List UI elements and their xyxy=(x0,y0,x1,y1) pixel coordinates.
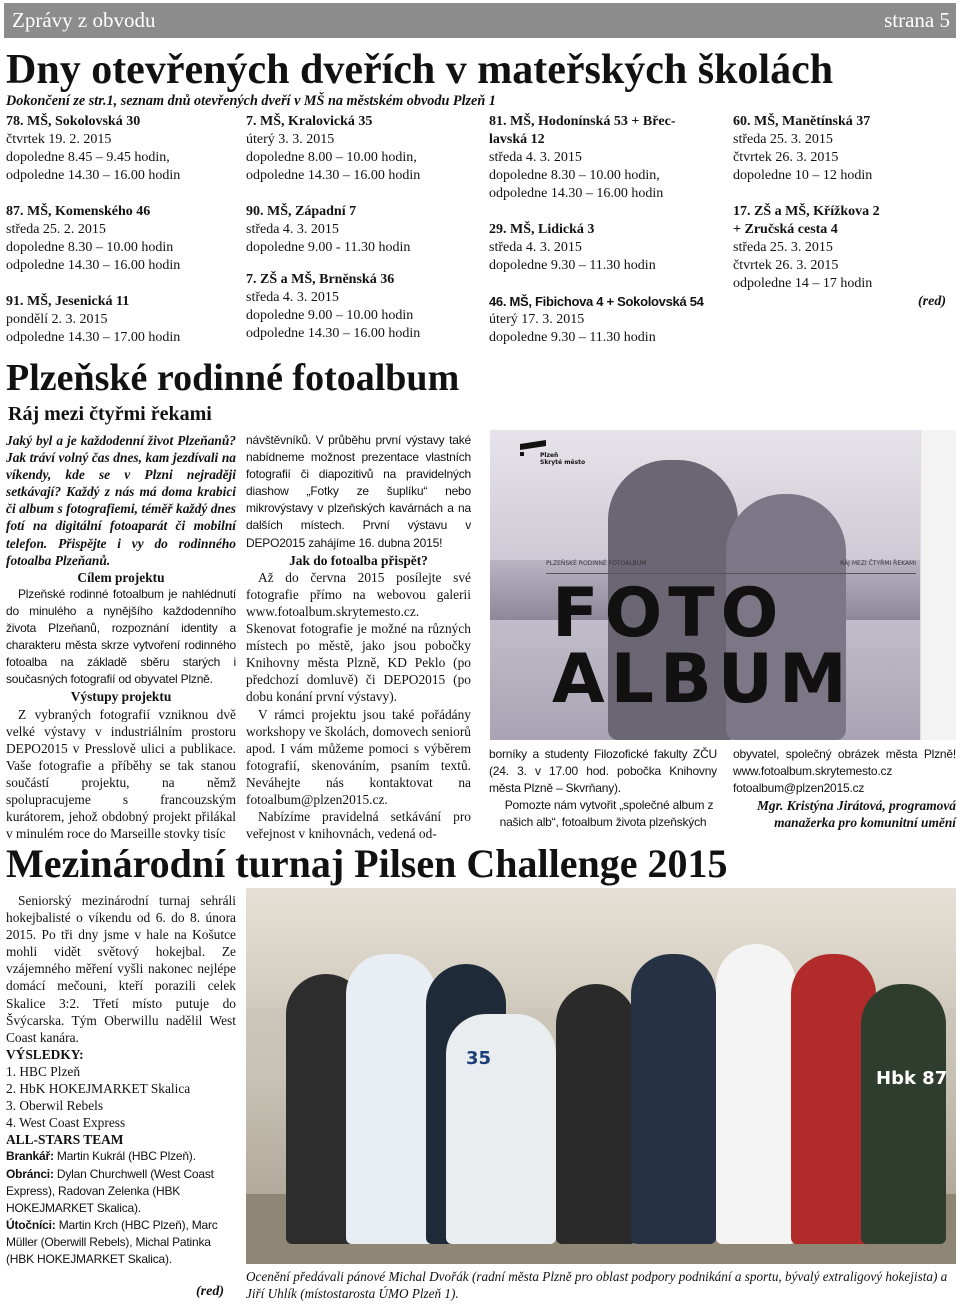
author-signature: (red) xyxy=(918,294,946,309)
school-list-col3 xyxy=(489,113,729,365)
school-line: středa 25. 3. 2015 xyxy=(733,132,833,147)
result-item: 2. HbK HOKEJMARKET Skalica xyxy=(6,1081,191,1097)
album-column-1 xyxy=(6,432,236,842)
school-name: 90. MŠ, Západní 7 xyxy=(246,204,357,219)
school-line: dopoledne 8.45 – 9.45 hodin, xyxy=(6,150,170,165)
paragraph: Nabízíme pravidelná setkávání pro veřejnost v knihovnách, vedená od- xyxy=(246,809,471,842)
paragraph: Plzeňské rodinné fotoalbum je nahlédnutí do minulého a nynějšího každodenního života Plzeňanů, rozpoznání identity a charakteru města skrze vytvoření rodinného fotoalba na základě sběru starých i současných fotografií od obyvatel Plzně. xyxy=(6,586,236,687)
school-line: odpoledne 14.30 – 16.00 hodin xyxy=(246,326,421,341)
goalie-figure xyxy=(446,1014,556,1244)
person-figure xyxy=(861,984,946,1244)
school-name: 7. ZŠ a MŠ, Brněnská 36 xyxy=(246,272,395,287)
role-value: Dylan Churchwell (West Coast Express), Radovan Zelenka (HBK HOKEJMARKET Skalica). xyxy=(6,1166,214,1215)
school-line: odpoledne 14.30 – 16.00 hodin xyxy=(6,258,181,273)
paragraph: borníky a studenty Filozofické fakulty ZČU (24. 3. v 17.00 hod. pobočka Knihovny města Plzně – Skvrňany). xyxy=(489,747,717,796)
section-header-bar xyxy=(4,3,956,38)
album-column-4 xyxy=(733,746,956,831)
school-line: středa 4. 3. 2015 xyxy=(246,290,339,305)
school-entry xyxy=(246,203,482,257)
article-continuation-note: Dokončení ze str.1, seznam dnů otevřených dveří v MŠ na městském obvodu Plzeň 1 xyxy=(6,93,496,109)
school-line: dopoledne 8.30 – 10.00 hodin xyxy=(6,240,174,255)
page-number: strana 5 xyxy=(884,8,950,32)
role-value: Martin Krch (HBC Plzeň), Marc Müller (Oberwill Rebels), Michal Patinka (HBK HOKEJMARKET Skalica). xyxy=(6,1217,218,1266)
school-name-cont: lavská 12 xyxy=(489,132,545,147)
author-signature: (red) xyxy=(196,1284,224,1299)
school-line: dopoledne 10 – 12 hodin xyxy=(733,168,873,183)
result-item: 4. West Coast Express xyxy=(6,1115,126,1131)
section-heading: Cílem projektu xyxy=(77,569,165,585)
allstars-defense xyxy=(6,1166,236,1217)
school-line: dopoledne 9.00 – 10.00 hodin xyxy=(246,308,414,323)
school-name: 17. ZŠ a MŠ, Křížkova 2 xyxy=(733,204,880,219)
results-heading: VÝSLEDKY: xyxy=(6,1046,84,1062)
school-list-col1 xyxy=(6,113,236,365)
school-line: dopoledne 8.30 – 10.00 hodin, xyxy=(489,168,660,183)
result-item: 3. Oberwil Rebels xyxy=(6,1098,104,1114)
paragraph: obyvatel, společný obrázek města Plzně! www.fotoalbum.skrytemesto.cz fotoalbum@plzen2015.cz xyxy=(733,747,956,796)
school-line: čtvrtek 26. 3. 2015 xyxy=(733,258,839,273)
person-figure xyxy=(346,954,436,1244)
person-figure xyxy=(556,984,636,1244)
allstars-goalie xyxy=(6,1148,236,1165)
jersey-number: Hbk 87 xyxy=(876,1068,948,1089)
poster-logo-line: Skryté město xyxy=(540,459,586,466)
school-entry xyxy=(489,113,729,203)
school-line: dopoledne 9.30 – 11.30 hodin xyxy=(489,258,656,273)
school-list-col2 xyxy=(246,113,482,361)
team-award-photo xyxy=(246,888,956,1264)
section-name: Zprávy z obvodu xyxy=(12,8,156,32)
school-name: 60. MŠ, Manětínská 37 xyxy=(733,114,871,129)
person-figure xyxy=(716,944,796,1244)
result-item: 1. HBC Plzeň xyxy=(6,1063,81,1079)
school-entry xyxy=(6,293,236,347)
poster-logo-line: Plzeň xyxy=(540,452,559,459)
school-line: odpoledne 14 – 17 hodin xyxy=(733,276,873,291)
school-line: čtvrtek 19. 2. 2015 xyxy=(6,132,112,147)
school-line: středa 4. 3. 2015 xyxy=(246,222,339,237)
photo-album-poster-image xyxy=(490,430,956,740)
role-label: Obránci: xyxy=(6,1166,54,1181)
article-title-tournament: Mezinárodní turnaj Pilsen Challenge 2015 xyxy=(6,841,728,886)
school-line: odpoledne 14.30 – 16.00 hodin xyxy=(6,168,181,183)
paragraph: V rámci projektu jsou také pořádány workshopy ve školách, domovech seniorů apod. I vám můžeme pomoci s výběrem fotografií, skenováním, psaním textů. Neváhejte nás kontaktovat na fotoalbum@plzen2015.cz. xyxy=(246,706,471,807)
school-line: úterý 17. 3. 2015 xyxy=(489,312,585,327)
school-line: středa 25. 2. 2015 xyxy=(6,222,106,237)
school-entry xyxy=(246,271,482,343)
author-signature: Mgr. Kristýna Jirátová, programová manažerka pro komunitní umění xyxy=(756,798,956,831)
school-entry xyxy=(6,203,236,275)
school-name: 29. MŠ, Lidická 3 xyxy=(489,222,595,237)
album-column-3 xyxy=(489,746,717,831)
article-title-open-days: Dny otevřených dveřích v mateřských školách xyxy=(6,47,834,93)
school-line: pondělí 2. 3. 2015 xyxy=(6,312,108,327)
school-entry xyxy=(246,113,482,185)
school-list-col4 xyxy=(733,113,955,311)
role-label: Útočníci: xyxy=(6,1217,56,1232)
school-name-cont: + Zručská cesta 4 xyxy=(733,222,838,237)
school-line: středa 4. 3. 2015 xyxy=(489,150,582,165)
jersey-number: 35 xyxy=(466,1048,492,1069)
album-column-2 xyxy=(246,432,471,842)
person-figure xyxy=(631,954,716,1244)
section-heading: Výstupy projektu xyxy=(70,689,172,705)
school-entry xyxy=(6,113,236,185)
role-label: Brankář: xyxy=(6,1149,54,1164)
article-subtitle: Ráj mezi čtyřmi řekami xyxy=(8,403,212,425)
school-name: 78. MŠ, Sokolovská 30 xyxy=(6,114,141,129)
poster-band-left: PLZEŇSKÉ RODINNÉ FOTOALBUM xyxy=(546,560,647,567)
school-line: úterý 3. 3. 2015 xyxy=(246,132,335,147)
poster-band-text xyxy=(546,560,916,567)
role-value: Martin Kukrál (HBC Plzeň). xyxy=(56,1149,196,1164)
poster-word-album: ALBUM xyxy=(552,640,853,719)
school-line: středa 25. 3. 2015 xyxy=(733,240,833,255)
school-line: dopoledne 9.30 – 11.30 hodin xyxy=(489,330,656,345)
paragraph: Až do června 2015 posílejte své fotografie přímo na webovou galerii www.fotoalbum.skrytemesto.cz. Skenovat fotografie je možné na různých místech po městě, jako jsou pobočky Knihovny města Plzně, KD Peklo (po předchozí domluvě) či DEPO2015 (po dobu konání první výstavy). xyxy=(246,569,471,705)
school-line: dopoledne 8.00 – 10.00 hodin, xyxy=(246,150,417,165)
paragraph: návštěvníků. V průběhu první výstavy také nabídneme možnost prezentace vlastních fotografií či diapozitivů na pravidelných diashow „Fotky ze šuplíku“ nebo mikrovýstavy v plzeňských kavárnách a na dalších místech. První výstavu v DEPO2015 zahájíme 16. dubna 2015! xyxy=(246,433,471,550)
school-entry xyxy=(733,203,955,293)
paragraph: Pomozte nám vytvořit „společné album z našich alb“, fotoalbum života plzeňských xyxy=(499,798,714,830)
tournament-column xyxy=(6,892,236,1268)
paragraph: Seniorský mezinárodní turnaj sehráli hokejbalisté o víkendu od 6. do 8. února 2015. Po tři dny jsme v hale na Košutce mohli vidět světový hokejbal. Ze vzájemného měření vyšli nakonec nejlépe domácí mečouni, kteří porazili celek Skalice 3:2. Třetí místo putuje do Švýcarska. Tým Oberwillu nadělil West Coast kanára. xyxy=(6,893,236,1045)
school-line: středa 4. 3. 2015 xyxy=(489,240,582,255)
article-lead: Jaký byl a je každodenní život Plzeňanů? Jak tráví volný čas dnes, kam jezdívali na víkendy, kde se v Plzni nejraději setkávají? Každý z nás má doma krabici či album s fotografiemi, téměř každý dnes fotí na digitální fotoaparát či mobilní telefon. Přispějte i vy do rodinného fotoalba Plzeňanů. xyxy=(6,433,236,568)
school-entry xyxy=(733,113,955,185)
school-line: odpoledne 14.30 – 17.00 hodin xyxy=(6,330,181,345)
allstars-heading: ALL-STARS TEAM xyxy=(6,1132,124,1148)
school-line: odpoledne 14.30 – 16.00 hodin xyxy=(246,168,421,183)
school-name: 87. MŠ, Komenského 46 xyxy=(6,204,151,219)
school-line: čtvrtek 26. 3. 2015 xyxy=(733,150,839,165)
school-name: 7. MŠ, Kralovická 35 xyxy=(246,114,373,129)
poster-sponsor-strip xyxy=(920,430,956,740)
section-heading: Jak do fotoalba přispět? xyxy=(289,552,428,568)
article-title-photo-album: Plzeňské rodinné fotoalbum xyxy=(6,357,460,399)
school-name: 46. MŠ, Fibichova 4 + Sokolovská 54 xyxy=(489,294,704,309)
school-name: 91. MŠ, Jesenická 11 xyxy=(6,294,130,309)
allstars-forwards xyxy=(6,1217,236,1268)
poster-word-foto: FOTO xyxy=(552,574,785,653)
school-name: 81. MŠ, Hodonínská 53 + Břec- xyxy=(489,114,676,129)
photo-caption: Ocenění předávali pánové Michal Dvořák (radní města Plzně pro oblast podpory podnikání a sportu, bývalý extraligový hokejista) a Jiří Uhlík (místostarosta ÚMO Plzeň 1). xyxy=(246,1269,948,1301)
paragraph: Z vybraných fotografií vzniknou dvě velké výstavy v industriálním prostoru DEPO2015 v Presslově ulici a publikace. Vaše fotografie a příběhy se tak stanou součástí projektu, na němž spolupracujeme s francouzským kurátorem, jehož obdobný projekt přilákal v minulém roce do Marseille stovky tisíc xyxy=(6,706,236,842)
school-entry xyxy=(489,293,729,347)
poster-band-right: RÁJ MEZI ČTYŘMI ŘEKAMI xyxy=(840,560,916,567)
school-line: odpoledne 14.30 – 16.00 hodin xyxy=(489,186,664,201)
poster-logo-text xyxy=(540,452,585,466)
school-line: dopoledne 9.00 - 11.30 hodin xyxy=(246,240,411,255)
school-entry xyxy=(489,221,729,275)
